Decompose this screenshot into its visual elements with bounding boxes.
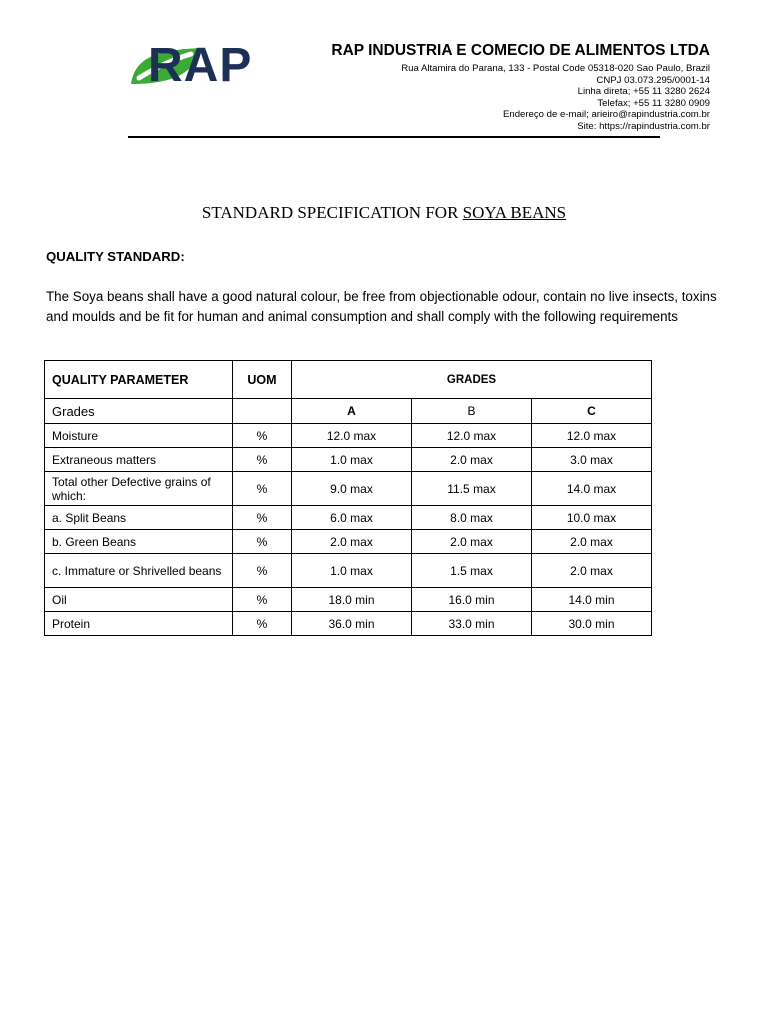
- row-uom: %: [233, 554, 292, 588]
- row-grade-b: 12.0 max: [412, 424, 532, 448]
- row-uom: %: [233, 588, 292, 612]
- title-prefix: STANDARD SPECIFICATION FOR: [201, 203, 463, 222]
- company-email[interactable]: Endereço de e-mail; arieiro@rapindustria.com.br: [502, 109, 710, 121]
- row-grade-b: 16.0 min: [412, 588, 532, 612]
- header-grades: GRADES: [292, 361, 652, 399]
- row-grade-a: 2.0 max: [292, 530, 412, 554]
- row-grade-a: 6.0 max: [292, 506, 412, 530]
- table-header-row: [45, 361, 652, 399]
- row-parameter: Oil: [45, 588, 233, 612]
- row-grade-c: 30.0 min: [532, 612, 652, 636]
- document-title: [0, 203, 768, 223]
- title-product: SOYA BEANS: [462, 203, 567, 222]
- company-direct-line: Linha direta; +55 11 3280 2624: [577, 86, 710, 98]
- grades-subheader-row: [45, 399, 652, 424]
- table-row: [45, 612, 652, 636]
- row-grade-b: 33.0 min: [412, 612, 532, 636]
- logo-wordmark: RAP: [148, 39, 253, 92]
- company-address: Rua Altamira do Parana, 133 - Postal Code 05318-020 Sao Paulo, Brazil: [401, 63, 710, 74]
- table-row: [45, 530, 652, 554]
- row-grade-c: 2.0 max: [532, 554, 652, 588]
- row-uom: %: [233, 472, 292, 506]
- row-parameter: Protein: [45, 612, 233, 636]
- row-grade-c: 12.0 max: [532, 424, 652, 448]
- section-heading: QUALITY STANDARD:: [46, 249, 185, 264]
- row-parameter: c. Immature or Shrivelled beans: [45, 554, 233, 588]
- company-fax: Telefax; +55 11 3280 0909: [597, 97, 710, 109]
- row-grade-a: 9.0 max: [292, 472, 412, 506]
- row-grade-b: 11.5 max: [412, 472, 532, 506]
- row-grade-c: 14.0 max: [532, 472, 652, 506]
- company-info: [331, 42, 710, 133]
- row-uom: %: [233, 506, 292, 530]
- row-grade-b: 2.0 max: [412, 530, 532, 554]
- row-uom: %: [233, 612, 292, 636]
- row-grade-b: 2.0 max: [412, 448, 532, 472]
- header-divider: [128, 136, 660, 138]
- row-parameter: Total other Defective grains of which:: [45, 472, 233, 506]
- grades-uom-empty: [233, 399, 292, 424]
- table-row: [45, 554, 652, 588]
- row-grade-a: 1.0 max: [292, 554, 412, 588]
- row-grade-c: 14.0 min: [532, 588, 652, 612]
- row-parameter: b. Green Beans: [45, 530, 233, 554]
- row-parameter: a. Split Beans: [45, 506, 233, 530]
- grade-c-label: C: [532, 399, 652, 424]
- row-grade-a: 18.0 min: [292, 588, 412, 612]
- row-parameter: Extraneous matters: [45, 448, 233, 472]
- row-grade-a: 36.0 min: [292, 612, 412, 636]
- row-uom: %: [233, 424, 292, 448]
- requirements-paragraph: The Soya beans shall have a good natural colour, be free from objectionable odour, contain no live insects, toxins and moulds and be fit for human and animal consumption and shall comply with the following requirements: [46, 289, 717, 324]
- grade-b-label: B: [412, 399, 532, 424]
- table-row: [45, 506, 652, 530]
- header-uom: UOM: [233, 361, 292, 399]
- company-site[interactable]: Site: https://rapindustria.com.br: [577, 120, 710, 132]
- row-grade-a: 12.0 max: [292, 424, 412, 448]
- row-uom: %: [233, 530, 292, 554]
- row-grade-b: 1.5 max: [412, 554, 532, 588]
- row-grade-a: 1.0 max: [292, 448, 412, 472]
- company-name: RAP INDUSTRIA E COMECIO DE ALIMENTOS LTDA: [331, 42, 710, 59]
- grades-label: Grades: [45, 399, 233, 424]
- grade-a-label: A: [292, 399, 412, 424]
- company-cnpj: CNPJ 03.073.295/0001-14: [596, 74, 710, 86]
- row-grade-c: 10.0 max: [532, 506, 652, 530]
- row-grade-c: 2.0 max: [532, 530, 652, 554]
- table-row: [45, 588, 652, 612]
- specification-table: [44, 360, 652, 636]
- row-grade-b: 8.0 max: [412, 506, 532, 530]
- row-parameter: Moisture: [45, 424, 233, 448]
- row-uom: %: [233, 448, 292, 472]
- table-row: [45, 424, 652, 448]
- header-quality-parameter: QUALITY PARAMETER: [45, 361, 233, 399]
- row-grade-c: 3.0 max: [532, 448, 652, 472]
- table-row: [45, 448, 652, 472]
- table-row: [45, 472, 652, 506]
